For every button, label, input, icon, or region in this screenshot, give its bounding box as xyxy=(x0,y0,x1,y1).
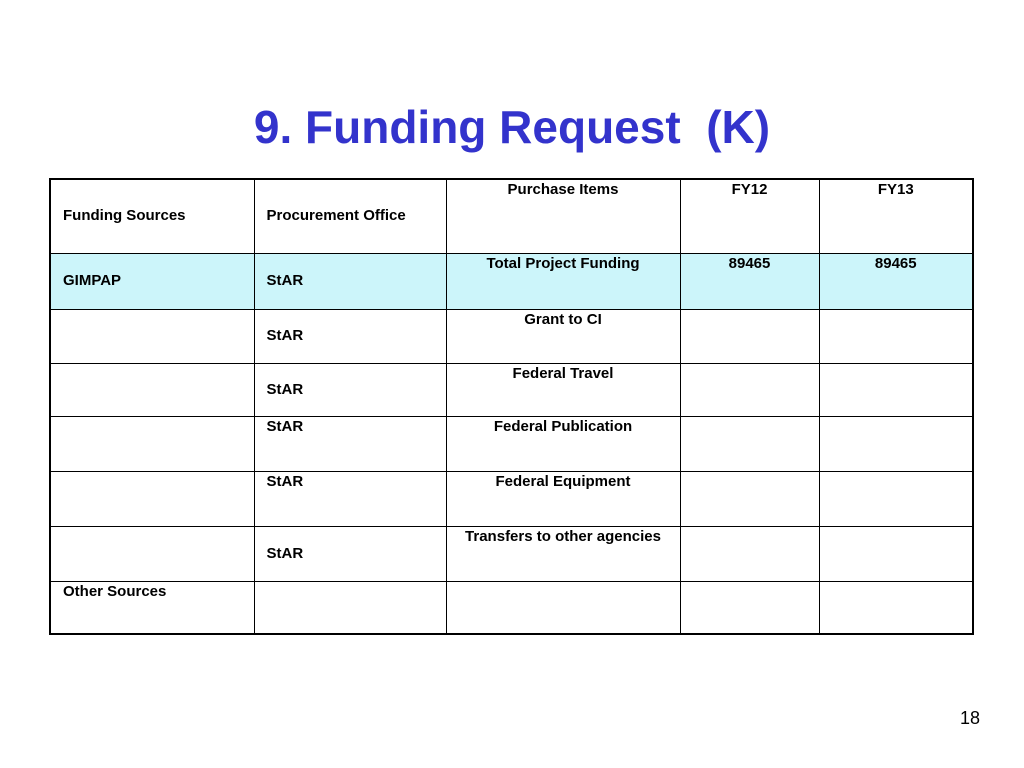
cell-purchase-item xyxy=(446,581,680,635)
page-number: 18 xyxy=(959,708,980,728)
table-row xyxy=(51,253,972,309)
cell-purchase-item: Federal Publication xyxy=(446,416,680,471)
cell-funding-source xyxy=(51,471,254,526)
header-purchase-items: Purchase Items xyxy=(446,180,680,253)
table-row xyxy=(51,581,972,635)
cell-purchase-item: Federal Travel xyxy=(446,363,680,416)
table-row xyxy=(51,471,972,526)
header-procurement-office: Procurement Office xyxy=(254,180,446,253)
cell-procurement-office: StAR xyxy=(254,526,446,581)
cell-procurement-office xyxy=(254,581,446,635)
cell-fy13 xyxy=(819,416,972,471)
cell-funding-source xyxy=(51,309,254,363)
table-header-row xyxy=(51,180,972,253)
cell-fy12 xyxy=(680,416,819,471)
cell-procurement-office: StAR xyxy=(254,471,446,526)
cell-procurement-office: StAR xyxy=(254,253,446,309)
cell-funding-source xyxy=(51,363,254,416)
cell-funding-source xyxy=(51,526,254,581)
table-row xyxy=(51,363,972,416)
header-fy12: FY12 xyxy=(680,180,819,253)
cell-fy13 xyxy=(819,309,972,363)
cell-funding-source: Other Sources xyxy=(51,581,254,635)
cell-fy12 xyxy=(680,471,819,526)
cell-fy13 xyxy=(819,581,972,635)
cell-procurement-office: StAR xyxy=(254,309,446,363)
funding-table xyxy=(51,180,972,635)
cell-procurement-office: StAR xyxy=(254,416,446,471)
table-row xyxy=(51,309,972,363)
cell-purchase-item: Grant to CI xyxy=(446,309,680,363)
header-funding-sources: Funding Sources xyxy=(51,180,254,253)
cell-fy12 xyxy=(680,309,819,363)
cell-fy13 xyxy=(819,363,972,416)
cell-fy13: 89465 xyxy=(819,253,972,309)
table-row xyxy=(51,416,972,471)
cell-fy12 xyxy=(680,581,819,635)
cell-purchase-item: Transfers to other agencies xyxy=(446,526,680,581)
header-fy13: FY13 xyxy=(819,180,972,253)
cell-fy12: 89465 xyxy=(680,253,819,309)
cell-funding-source xyxy=(51,416,254,471)
table-row xyxy=(51,526,972,581)
cell-purchase-item: Federal Equipment xyxy=(446,471,680,526)
cell-procurement-office: StAR xyxy=(254,363,446,416)
cell-fy13 xyxy=(819,526,972,581)
cell-funding-source: GIMPAP xyxy=(51,253,254,309)
cell-fy12 xyxy=(680,526,819,581)
cell-fy13 xyxy=(819,471,972,526)
cell-fy12 xyxy=(680,363,819,416)
slide-title: 9. Funding Request (K) xyxy=(253,101,771,153)
funding-table-container xyxy=(49,178,974,635)
cell-purchase-item: Total Project Funding xyxy=(446,253,680,309)
